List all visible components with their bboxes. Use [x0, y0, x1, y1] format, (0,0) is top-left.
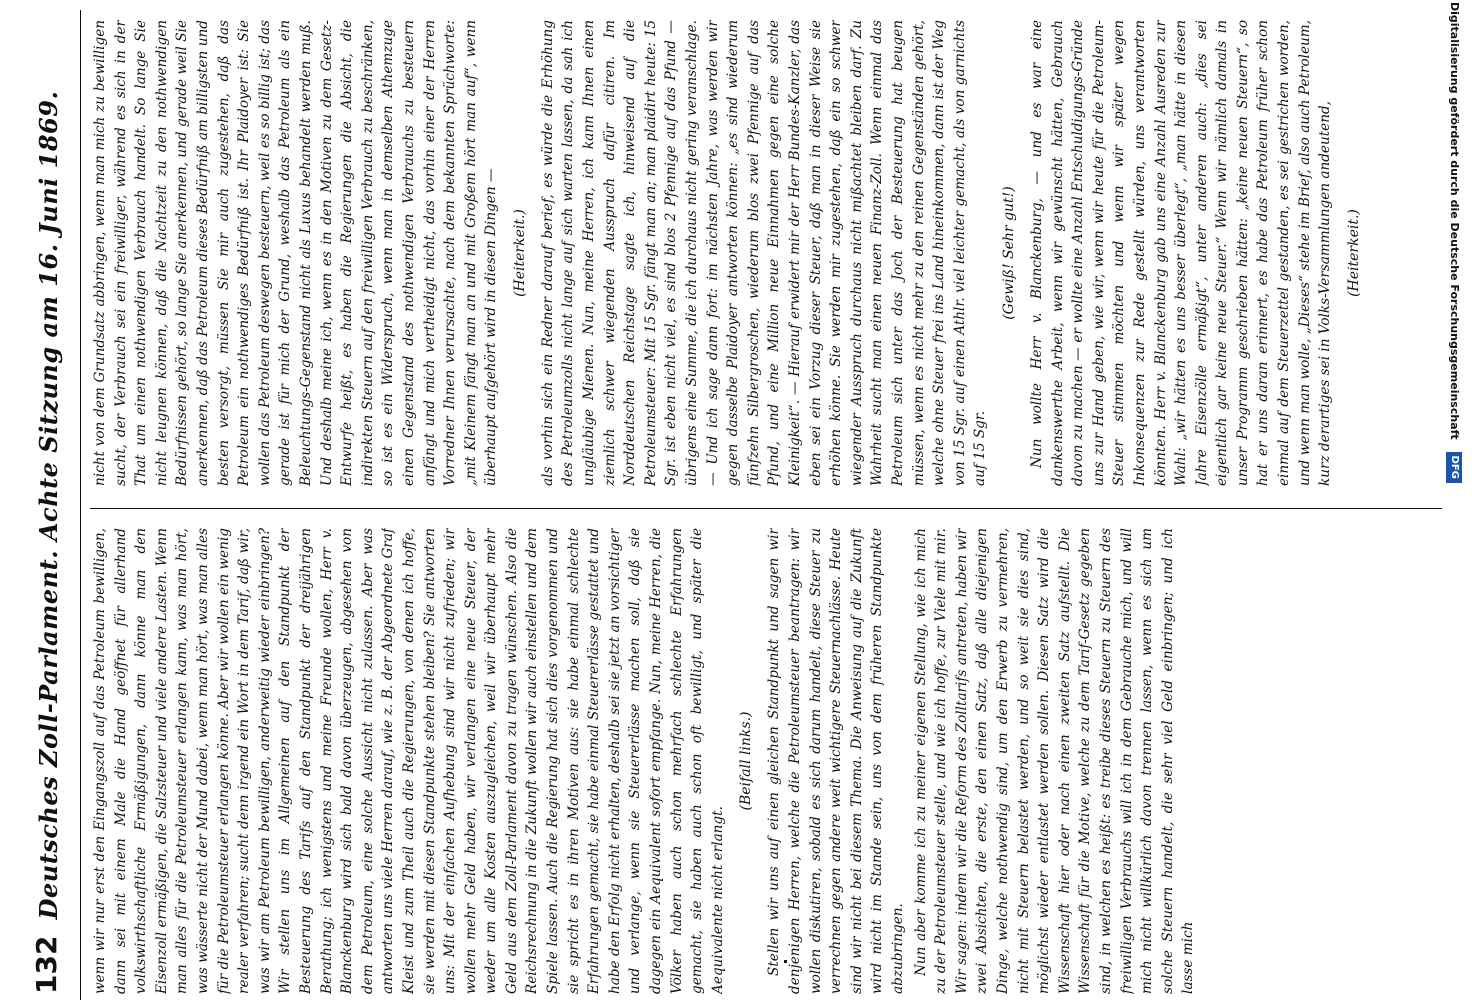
left-paragraph-3: Nun aber komme ich zu meiner eigenen Stellung, wie ich mich zu der Petroleumsteuer stelle, und wie ich hoffe, zur Viele mit mir. Wir sagen: indem wir die Reform des Zolltarifs antreten, haben wir zwei Absichten, die erste, den einen Satz, daß alle diejenigen Dinge, welche nothwendig sind, um den Erwerb zu vermehren, nicht mit Steuern belastet werden, und so weit sie dies sind, möglichst wieder entlastet werden sollen. Diesen Satz wird die Wissenschaft hier oder nach einen zweiten Satz aufstellt. Die Wissenschaft für die Motive, welche zu dem Tarif-Gesetz gegeben sind, in welchen es heißt: es treibe dieses Steuern zu Steuern des freiwilligen Verbrauchs will ich in dem Gebrauche mich, und will mich nicht willkürlich davon trennen lassen, wenn es sich um solche Steuern handelt, die sehr viel Geld einbringen; und ich lasse mich: [912, 528, 1197, 994]
right-paragraph-3: Nun wollte Herr v. Blanckenburg, — und es war eine dankenswerthe Arbeit, wenn wir gewünscht hätten, Gebrauch davon zu machen — er wollte eine Anzahl Entschuldigungs-Gründe uns zur Hand geben, wie wir, wenn wir heute für die Petroleum-Steuer stimmen möchten und wenn wir später wegen Inkonsequenzen zur Rede gestellt würden, uns verantworten könnten. Herr v. Blanckenburg gab uns eine Anzahl Ausreden zur Wahl: „wir hätten es uns besser überlegt“, „man hätte in diesen Jahre Eisenzölle ermäßigt“, unter anderen auch: „dies sei eigentlich gar keine neue Steuer.“ Wenn wir nämlich damals in unser Programm geschrieben hätten: „keine neuen Steuern“, so hat er uns daran erinnert, es habe das Petroleum früher schon einmal auf dem Steuerzettel gestanden, es sei gestrichen worden, und wenn man wolle, „Dieses“ stehe im Brief, also auch Petroleum, kurz derartiges sei in Volks-Versammlungen andeutend,: [1028, 20, 1334, 486]
right-column: [90, 20, 1442, 486]
right-paragraph-1: nicht von dem Grundsatz abbringen, wenn man mich zu bewilligen sucht, der Verbrauch sei ein freiwilliger, während es sich in der That um einen nothwendigen Verbrauch handelt. So lange Sie nicht leugnen können, daß die Nachtzeit zu den nothwendigen Bedürfnissen gehört, so lange Sie anerkennen, und gerade weil Sie anerkennen, daß das Petroleum dieses Bedürfniß am billigsten und besten versorgt, müssen Sie mir auch zugestehen, daß das Petroleum ein nothwendiges Bedürfniß ist. Ihr Plaidoyer ist: Sie wollen das Petroleum deswegen besteuern, weil es so billig ist; das gerade ist für mich der Grund, weshalb das Petroleum als ein Beleuchtungs-Gegenstand nicht als Luxus behandelt werden muß. Und deshalb meine ich, wenn es in den Motiven zu dem Gesetz-Entwurfe heißt, es haben die Regierungen die Absicht, die indirekten Steuern auf den freiwilligen Verbrauch zu beschränken, so ist es ein Widerspruch, wenn man in demselben Athemzuge einen Gegenstand des nothwendigen Verbrauchs zu besteuern anfängt und mich vertheidigt nicht, das vorhin einer der Herren Vorredner Ihnen verursachte, nach dem bekannten Sprüchworte: „mit Kleinem fängt man an und mit Großem hört man auf“, wenn überhaupt aufgehört wird in diesen Dingen —: [92, 20, 500, 486]
stage-direction-laughter: (Heiterkeit.): [511, 209, 528, 297]
left-paragraph-2: Stellen wir uns auf einen gleichen Standpunkt und sagen wir denjenigen Herren, welche die Petroleumsteuer beantragen: wir wollen diskutiren, sobald es sich darum handelt, diese Steuer zu verrechnen gegen andere weit wichtigere Steuernachlässe. Heute sind wir nicht bei diesem Thema. Die Anweisung auf die Zukunft wird nicht im Stande sein, uns von dem früheren Standpunkte abzubringen.: [766, 528, 906, 994]
stage-direction-applause: (Beifall links.): [738, 711, 755, 811]
funding-text: Digitalisierung gefördert durch die Deutsche Forschungsgemeinschaft: [1448, 2, 1461, 440]
stage-direction-laughter-2: (Heiterkeit.): [1345, 209, 1362, 297]
funding-note-inner: [1442, 2, 1466, 998]
left-paragraph-1: wenn wir nur erst den Eingangszoll auf das Petroleum bewilligen, dann sei mit einem Male die Hand geöffnet für allerhand volkswirthschaftliche Ermäßigungen, dann könne man den Eisenzoll ermäßigen, die Salzsteuer und viele andere Lasten. Wenn man alles für die Petroleumsteuer erlangen kann, was man hört, was wässerte nicht der Mund dabei, wenn man hört, was man alles für die Petroleumsteuer erlangen könne. Aber wir wollen ein wenig realer verfahren; sucht denn irgend ein Wort in dem Tarif, daß wir, was wir am Petroleum bewilligen, anderweitig wieder einbringen? Wir stellen uns im Allgemeinen auf den Standpunkt der Besteuerung des Tarifs auf den Standpunkt der dreijährigen Berathung; ich wenigstens und meine Freunde wollen, Herr v. Blanckenburg wird sich bald davon überzeugen, abgesehen von dem Petroleum, eine solche Aussicht nicht zulassen. Aber was antworten uns viele Herren darauf, wie z. B. der Abgeordnete Graf Kleist und zum Theil auch die Regierungen, von denen ich hoffe, sie werden mit diesen Standpunkte stehen bleiben? Sie antworten uns: Mit der einfachen Aufhebung sind wir nicht zufrieden; wir wollen mehr Geld haben, wir verlangen eine neue Steuer, der weder um alle Kosten auszugleichen, weil wir überhaupt mehr Geld aus dem Zoll-Parlament davon zu tragen wünschen. Also die Reichsrechnung in die Zukunft wollen wir auch einstellen und dem Spiele lassen. Auch die Regierung hat sich dies vorgenommen und sie spricht es in ihren Motiven aus: sie habe einmal schlechte Erfahrungen gemacht, sie habe einmal Steuererlässe gestattet und habe den Erfolg nicht erhalten, deshalb sei sie jetzt an vorsichtiger und verlange, wenn sie Steuererlässe machen soll, daß sie dagegen ein Aequivalent sofort empfange. Nun, meine Herren, die Völker haben auch schon mehrfach schlechte Erfahrungen gemacht, sie haben auch schon oft bewilligt, und später die Aequivalente nicht erlangt.: [92, 528, 726, 994]
text-columns: [90, 10, 1442, 1000]
running-title: Deutsches Zoll-Parlament. Achte Sitzung am 16. Juni 1869.: [34, 90, 63, 920]
print-speck: [784, 960, 787, 963]
right-paragraph-2: als vorhin sich ein Redner darauf berief, es würde die Erhöhung des Petroleumzolls nicht lange auf sich warten lassen, da sah ich ungläubige Mienen. Nun, meine Herren, ich kann Ihnen einen ziemlich schwer wiegenden Ausspruch dafür citiren. Im Norddeutschen Reichstage sagte ich, hinweisend auf die Petroleumsteuer: Mit 15 Sgr. fängt man an; man plaidirt heute: 15 Sgr. ist eben nicht viel, es sind blos 2 Pfennige auf das Pfund — übrigens eine Summe, die ich durchaus nicht gering veranschlage. — Und ich sage dann fort: im nächsten Jahre, was werden wir gegen dasselbe Plaidoyer antworten können: „es sind wiederum fünfzehn Silbergroschen, wiederum blos zwei Pfennige auf das Pfund, und eine Million neue Einnahmen gegen eine solche Kleinigkeit“. — Hierauf erwidert mir der Herr Bundes-Kanzler, das eben sei ein Vorzug dieser Steuer, daß man in dieser Weise sie erhöhen könne. Sie werden mir zugestehen, daß ein so schwer wiegender Ausspruch durchaus nicht mißachtet bleiben darf. Zu Wahrheit sucht man einen neuen Finanz-Zoll. Wenn einmal das Petroleum sich unter das Joch der Besteuerung hat beugen müssen, wenn es nicht mehr zu den reinen Gegenständen gehört, welche ohne Steuer frei ins Land hineinkommen, dann ist der Weg von 15 Sgr. auf einen Athlr. viel leichter gemacht, als von garnichts auf 15 Sgr.: [539, 20, 989, 486]
left-column: [90, 528, 1442, 994]
page-header: [22, 10, 81, 1000]
rotated-page: [22, 10, 1442, 1000]
funding-note: [1442, 2, 1466, 998]
dfg-logo: DFG: [1446, 452, 1462, 483]
column-divider: [90, 508, 1442, 509]
page-number: 132: [30, 935, 63, 994]
stage-direction-approval: (Gewiß! Sehr gut!): [1000, 186, 1017, 320]
